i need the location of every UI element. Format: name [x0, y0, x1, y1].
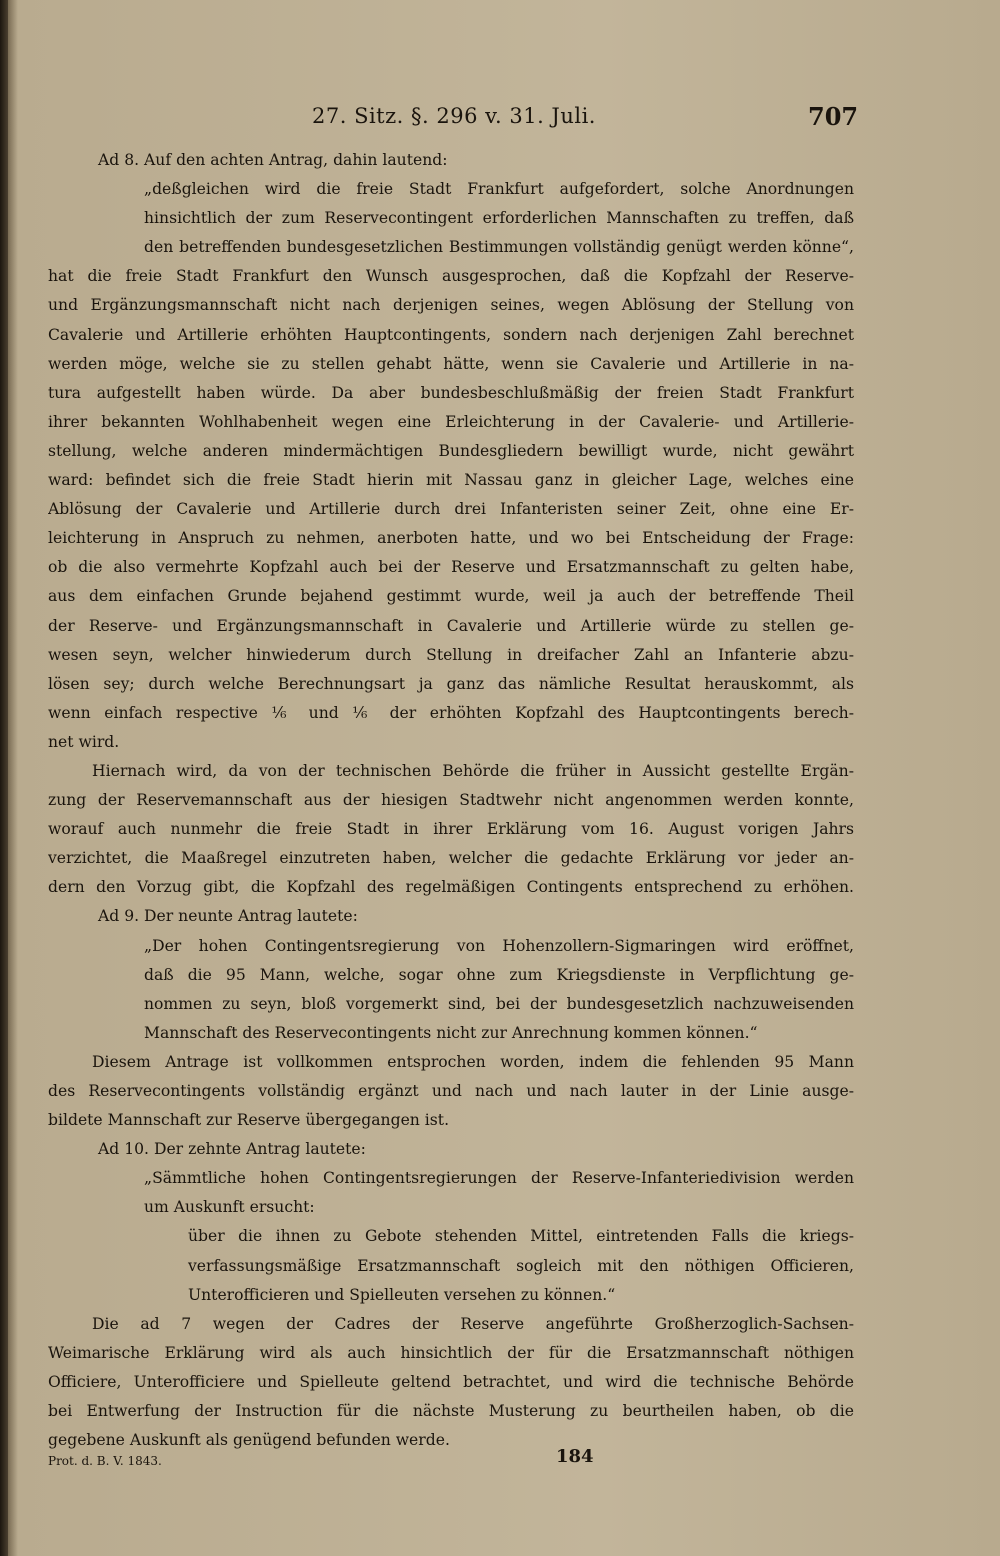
text-line: Cavalerie und Artillerie erhöhten Hauptcontingents, sondern nach derjenigen Zahl berechnet: [48, 325, 854, 344]
text-line: Hiernach wird, da von der technischen Behörde die früher in Aussicht gestellte Ergän-: [92, 761, 854, 780]
text-line: Ad 8. Auf den achten Antrag, dahin lautend:: [98, 151, 448, 169]
text-line: hat die freie Stadt Frankfurt den Wunsch ausgesprochen, daß die Kopfzahl der Reserve-: [48, 267, 854, 286]
text-line: verfassungsmäßige Ersatzmannschaft sogleich mit den nöthigen Officieren,: [188, 1256, 854, 1275]
text-line: ihrer bekannten Wohlhabenheit wegen eine Erleichterung in der Cavalerie- und Artillerie-: [48, 412, 854, 431]
text-line: werden möge, welche sie zu stellen gehabt hätte, wenn sie Cavalerie und Artillerie in na-: [48, 354, 854, 373]
sheet-number: 184: [556, 1446, 594, 1467]
text-line: der Reserve- und Ergänzungsmannschaft in Cavalerie und Artillerie würde zu stellen ge-: [48, 616, 854, 635]
text-line: lösen sey; durch welche Berechnungsart ja ganz das nämliche Resultat herauskommt, als: [48, 674, 854, 693]
text-line: gegebene Auskunft als genügend befunden werde.: [48, 1431, 450, 1450]
text-line: Diesem Antrage ist vollkommen entsprochen worden, indem die fehlenden 95 Mann: [92, 1052, 854, 1071]
text-line: wesen seyn, welcher hinwiederum durch Stellung in dreifacher Zahl an Infanterie abzu-: [48, 645, 854, 664]
text-line: „deßgleichen wird die freie Stadt Frankfurt aufgefordert, solche Anordnungen: [144, 180, 854, 199]
text-line: dern den Vorzug gibt, die Kopfzahl des regelmäßigen Contingents entsprechend zu erhöhen.: [48, 878, 854, 897]
text-line: bildete Mannschaft zur Reserve übergegangen ist.: [48, 1111, 450, 1130]
running-head: 27. Sitz. §. 296 v. 31. Juli.: [312, 104, 596, 128]
page-number: 707: [808, 102, 859, 131]
text-line: bei Entwerfung der Instruction für die nächste Musterung zu beurtheilen haben, ob die: [48, 1402, 854, 1421]
text-line: „Sämmtliche hohen Contingentsregierungen der Reserve-Infanteriedivision werden: [144, 1169, 854, 1188]
scan-binding-edge: [0, 0, 8, 1556]
text-line: Unterofficieren und Spielleuten versehen zu können.“: [188, 1285, 616, 1304]
page-header: [0, 104, 1000, 138]
body-text: [48, 146, 854, 1455]
text-line: verzichtet, die Maaßregel einzutreten haben, welcher die gedachte Erklärung vor jeder an-: [48, 849, 854, 868]
text-line: net wird.: [48, 732, 120, 751]
text-line: ward: befindet sich die freie Stadt hierin mit Nassau ganz in gleicher Lage, welches eine: [48, 471, 854, 490]
text-line: Mannschaft des Reservecontingents nicht zur Anrechnung kommen können.“: [144, 1023, 758, 1042]
text-line: Officiere, Unterofficiere und Spielleute geltend betrachtet, und wird die technische Behörde: [48, 1372, 854, 1391]
text-line: daß die 95 Mann, welche, sogar ohne zum Kriegsdienste in Verpflichtung ge-: [144, 965, 854, 984]
text-line: Weimarische Erklärung wird als auch hinsichtlich der für die Ersatzmannschaft nöthigen: [48, 1343, 854, 1362]
text-line: um Auskunft ersucht:: [144, 1198, 315, 1217]
text-line: Ad 9. Der neunte Antrag lautete:: [98, 907, 358, 926]
text-line: und Ergänzungsmannschaft nicht nach derjenigen seines, wegen Ablösung der Stellung von: [48, 296, 854, 315]
text-line: leichterung in Anspruch zu nehmen, anerboten hatte, und wo bei Entscheidung der Frage:: [48, 529, 854, 548]
page-footer: [48, 1446, 854, 1476]
text-line: des Reservecontingents vollständig ergänzt und nach und nach lauter in der Linie ausge-: [48, 1082, 854, 1100]
text-line: nommen zu seyn, bloß vorgemerkt sind, bei der bundesgesetzlich nachzuweisenden: [144, 994, 854, 1013]
text-line: wenn einfach respective ⅙ und ⅙ der erhöhten Kopfzahl des Hauptcontingents berech-: [48, 703, 854, 722]
printer-signature: Prot. d. B. V. 1843.: [48, 1454, 162, 1468]
text-line: über die ihnen zu Gebote stehenden Mittel, eintretenden Falls die kriegs-: [188, 1227, 854, 1246]
text-line: Die ad 7 wegen der Cadres der Reserve angeführte Großherzoglich-Sachsen-: [92, 1314, 854, 1333]
text-line: tura aufgestellt haben würde. Da aber bundesbeschlußmäßig der freien Stadt Frankfurt: [48, 383, 854, 402]
text-line: Ad 10. Der zehnte Antrag lautete:: [98, 1140, 366, 1159]
text-line: ob die also vermehrte Kopfzahl auch bei der Reserve und Ersatzmannschaft zu gelten habe,: [48, 558, 854, 577]
text-line: stellung, welche anderen mindermächtigen Bundesgliedern bewilligt wurde, nicht gewährt: [48, 441, 854, 460]
text-line: Ablösung der Cavalerie und Artillerie durch drei Infanteristen seiner Zeit, ohne eine Er-: [48, 500, 854, 519]
text-line: zung der Reservemannschaft aus der hiesigen Stadtwehr nicht angenommen werden konnte,: [48, 791, 854, 810]
text-line: „Der hohen Contingentsregierung von Hohenzollern-Sigmaringen wird eröffnet,: [144, 936, 854, 955]
text-line: den betreffenden bundesgesetzlichen Bestimmungen vollständig genügt werden könne“,: [144, 238, 854, 257]
text-line: hinsichtlich der zum Reservecontingent erforderlichen Mannschaften zu treffen, daß: [144, 209, 854, 228]
text-line: aus dem einfachen Grunde bejahend gestimmt wurde, weil ja auch der betreffende Theil: [48, 587, 854, 606]
text-line: worauf auch nunmehr die freie Stadt in ihrer Erklärung vom 16. August vorigen Jahrs: [48, 820, 854, 839]
